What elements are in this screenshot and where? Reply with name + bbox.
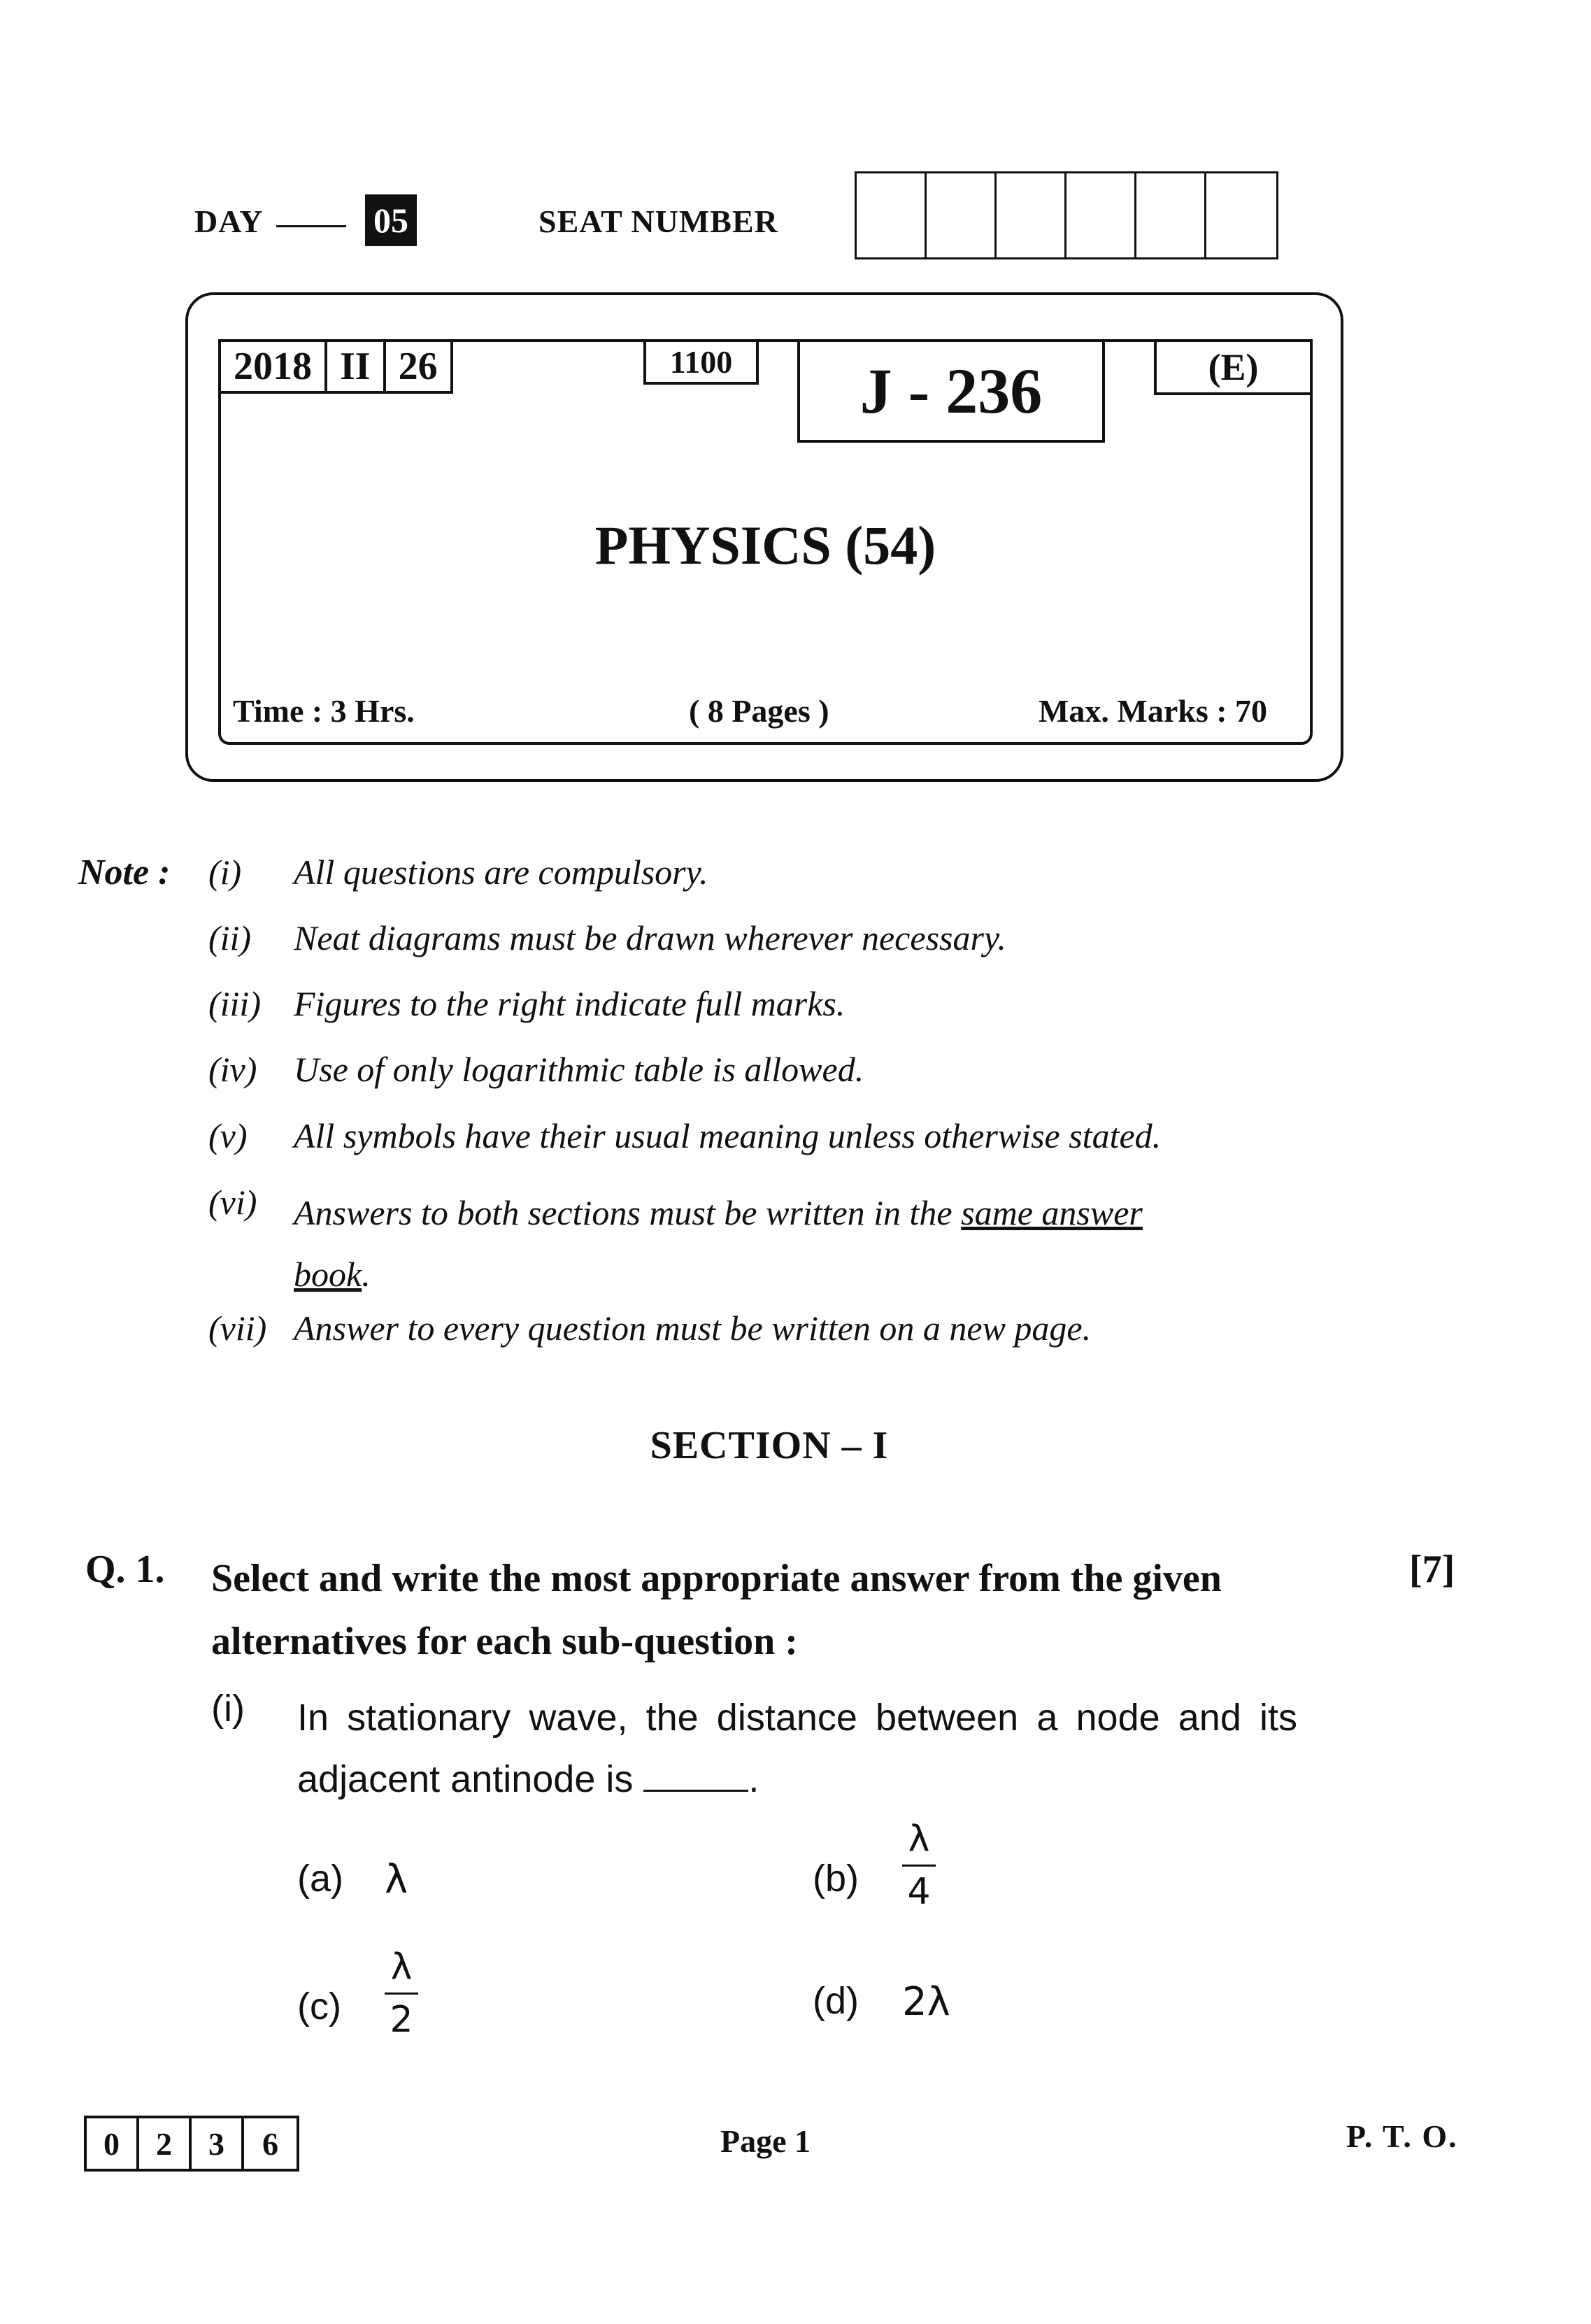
- sub-question-end: .: [748, 1758, 759, 1800]
- note-number: (vii): [208, 1309, 267, 1348]
- exam-code-boxes: [218, 339, 453, 394]
- seat-number-cell[interactable]: [857, 173, 927, 257]
- question-marks: [7]: [1409, 1548, 1455, 1591]
- seat-number-cell[interactable]: [927, 173, 997, 257]
- seat-number-boxes[interactable]: [855, 171, 1278, 259]
- note-text: Figures to the right indicate full marks.: [294, 984, 846, 1023]
- sub-question-stem: In stationary wave, the distance between a node and its adjacent antinode is: [297, 1697, 1297, 1800]
- option-c-numerator: λ: [390, 1946, 413, 1988]
- option-c-denominator: 2: [390, 1999, 413, 2041]
- option-a-label: (a): [297, 1858, 343, 1899]
- note-text: Neat diagrams must be drawn wherever necessary.: [294, 918, 1006, 957]
- note-number: (iv): [208, 1050, 257, 1089]
- sub-question-text: [297, 1687, 1297, 1810]
- fraction-bar: [385, 1992, 418, 1995]
- seat-number-cell[interactable]: [997, 173, 1066, 257]
- exam-session: II: [327, 342, 386, 391]
- footer-code-digit: 2: [139, 2118, 192, 2169]
- question-number: Q. 1.: [85, 1548, 165, 1591]
- paper-code: J - 236: [797, 339, 1105, 443]
- answer-blank: [643, 1762, 748, 1792]
- note-number: (i): [208, 853, 242, 892]
- note-label: Note :: [78, 853, 171, 892]
- note-text: [294, 1182, 1287, 1305]
- seat-number-cell[interactable]: [1206, 173, 1276, 257]
- max-marks: Max. Marks : 70: [1039, 693, 1268, 729]
- note-number: (v): [208, 1116, 248, 1155]
- exam-year: 2018: [221, 342, 327, 391]
- option-d-label: (d): [813, 1980, 859, 2022]
- page-number: Page 1: [720, 2123, 811, 2159]
- time-duration: Time : 3 Hrs.: [233, 693, 415, 729]
- option-b-denominator: 4: [907, 1871, 931, 1913]
- note-text: Answer to every question must be written on a new page.: [294, 1309, 1092, 1348]
- seat-number-label: SEAT NUMBER: [538, 204, 778, 239]
- option-b-label: (b): [813, 1858, 859, 1899]
- option-a-value: λ: [385, 1857, 408, 1902]
- please-turn-over: P. T. O.: [1346, 2118, 1458, 2154]
- note-text-underlined: same answer: [961, 1193, 1143, 1232]
- seat-number-cell[interactable]: [1066, 173, 1136, 257]
- fraction-bar: [902, 1865, 936, 1867]
- footer-code-digit: 3: [192, 2118, 244, 2169]
- day-label: DAY: [194, 204, 264, 239]
- subject-title: PHYSICS (54): [594, 515, 936, 576]
- day-value: 05: [365, 194, 417, 246]
- note-number: (iii): [208, 984, 261, 1023]
- section-title: SECTION – I: [650, 1424, 889, 1467]
- note-number: (vi): [208, 1183, 257, 1222]
- footer-code-digit: 6: [262, 2125, 278, 2162]
- note-text-part: .: [362, 1255, 371, 1294]
- note-text: All symbols have their usual meaning unless otherwise stated.: [294, 1116, 1162, 1155]
- option-c-label: (c): [297, 1986, 341, 2027]
- option-b-numerator: λ: [908, 1818, 930, 1860]
- seat-number-cell[interactable]: [1136, 173, 1206, 257]
- batch-number: 1100: [643, 339, 759, 385]
- note-text: All questions are compulsory.: [294, 853, 708, 892]
- option-b-fraction: [902, 1818, 936, 1913]
- option-d-value: 2λ: [902, 1979, 950, 2025]
- footer-paper-code: [84, 2116, 299, 2172]
- note-text-underlined: book: [294, 1255, 362, 1294]
- note-text-part: Answers to both sections must be written in the: [294, 1193, 962, 1232]
- option-c-fraction: [385, 1946, 418, 2041]
- sub-question-number: (i): [211, 1688, 245, 1730]
- page-count: ( 8 Pages ): [689, 693, 829, 729]
- day-dash: [276, 225, 346, 227]
- note-text: Use of only logarithmic table is allowed.: [294, 1050, 864, 1089]
- question-text: Select and write the most appropriate answer from the given alternatives for each sub-question :: [211, 1557, 1222, 1663]
- exam-code: 26: [398, 345, 438, 388]
- note-number: (ii): [208, 918, 252, 957]
- language-code: (E): [1154, 339, 1313, 395]
- footer-code-digit: 0: [87, 2118, 139, 2169]
